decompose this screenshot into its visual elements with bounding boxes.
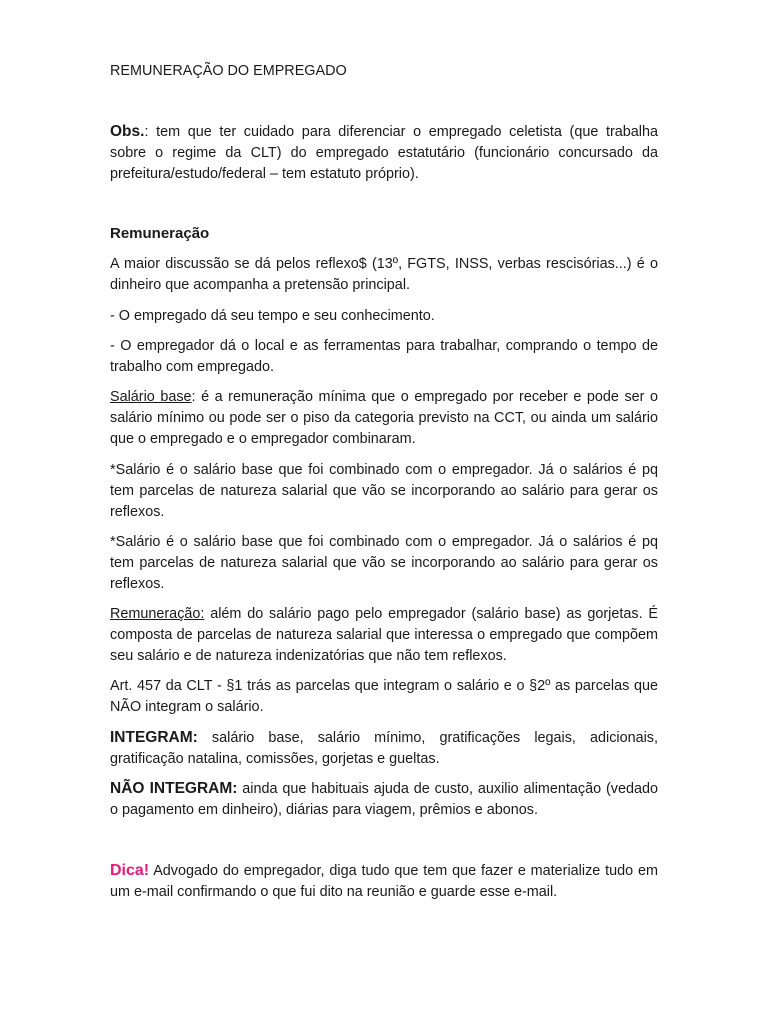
- integram-text: salário base, salário mínimo, gratificações legais, adicionais, gratificação natalina, comissões, gorjetas e gueltas.: [110, 730, 658, 767]
- salario-base-text: : é a remuneração mínima que o empregado por receber e pode ser o salário mínimo ou pode ser o piso da categoria previsto na CCT, ou ainda um salário que o empregado e o empregador combinaram.: [110, 389, 658, 447]
- nao-integram-label: NÃO INTEGRAM:: [110, 780, 238, 797]
- dica-text: Advogado do empregador, diga tudo que tem que fazer e materialize tudo em um e-mail confirmando o que fui dito na reunião e guarde esse e-mail.: [110, 863, 658, 900]
- remuneracao-label: Remuneração:: [110, 606, 205, 622]
- salario-note-1: *Salário é o salário base que foi combinado com o empregador. Já o salários é pq tem parcelas de natureza salarial que vão se incorporando ao salário para gerar os reflexos.: [110, 462, 658, 520]
- salario-base-paragraph: [110, 387, 658, 450]
- salario-note-2: *Salário é o salário base que foi combinado com o empregador. Já o salários é pq tem parcelas de natureza salarial que vão se incorporando ao salário para gerar os reflexos.: [110, 534, 658, 592]
- integram-label: INTEGRAM:: [110, 729, 198, 746]
- dica-label: Dica!: [110, 862, 150, 879]
- obs-text: : tem que ter cuidado para diferenciar o empregado celetista (que trabalha sobre o regime da CLT) do empregado estatutário (funcionário concursado da prefeitura/estudo/federal – tem estatuto próprio).: [110, 124, 658, 182]
- nao-integram-paragraph: [110, 778, 658, 821]
- paragraph-reflexos: A maior discussão se dá pelos reflexo$ (13º, FGTS, INSS, verbas rescisórias...) é o dinheiro que acompanha a pretensão principal.: [110, 256, 658, 293]
- art-457-paragraph: Art. 457 da CLT - §1 trás as parcelas que integram o salário e o §2º as parcelas que NÃO integram o salário.: [110, 678, 658, 715]
- bullet-empregado: - O empregado dá seu tempo e seu conhecimento.: [110, 308, 435, 324]
- document-title: REMUNERAÇÃO DO EMPREGADO: [110, 63, 347, 79]
- dica-paragraph: [110, 860, 658, 903]
- obs-paragraph: [110, 121, 658, 185]
- remuneracao-text: além do salário pago pelo empregador (salário base) as gorjetas. É composta de parcelas de natureza salarial que interessa o empregado que compõem seu salário e de natureza indenizatórias que não tem reflexos.: [110, 606, 658, 664]
- obs-label: Obs.: [110, 123, 145, 140]
- bullet-empregador: - O empregador dá o local e as ferramentas para trabalhar, comprando o tempo de trabalho com empregado.: [110, 338, 658, 375]
- nao-integram-text: ainda que habituais ajuda de custo, auxilio alimentação (vedado o pagamento em dinheiro), diárias para viagem, prêmios e abonos.: [110, 781, 658, 818]
- salario-base-label: Salário base: [110, 389, 192, 405]
- integram-paragraph: [110, 727, 658, 770]
- remuneracao-paragraph: [110, 604, 658, 667]
- section-heading: Remuneração: [110, 225, 210, 242]
